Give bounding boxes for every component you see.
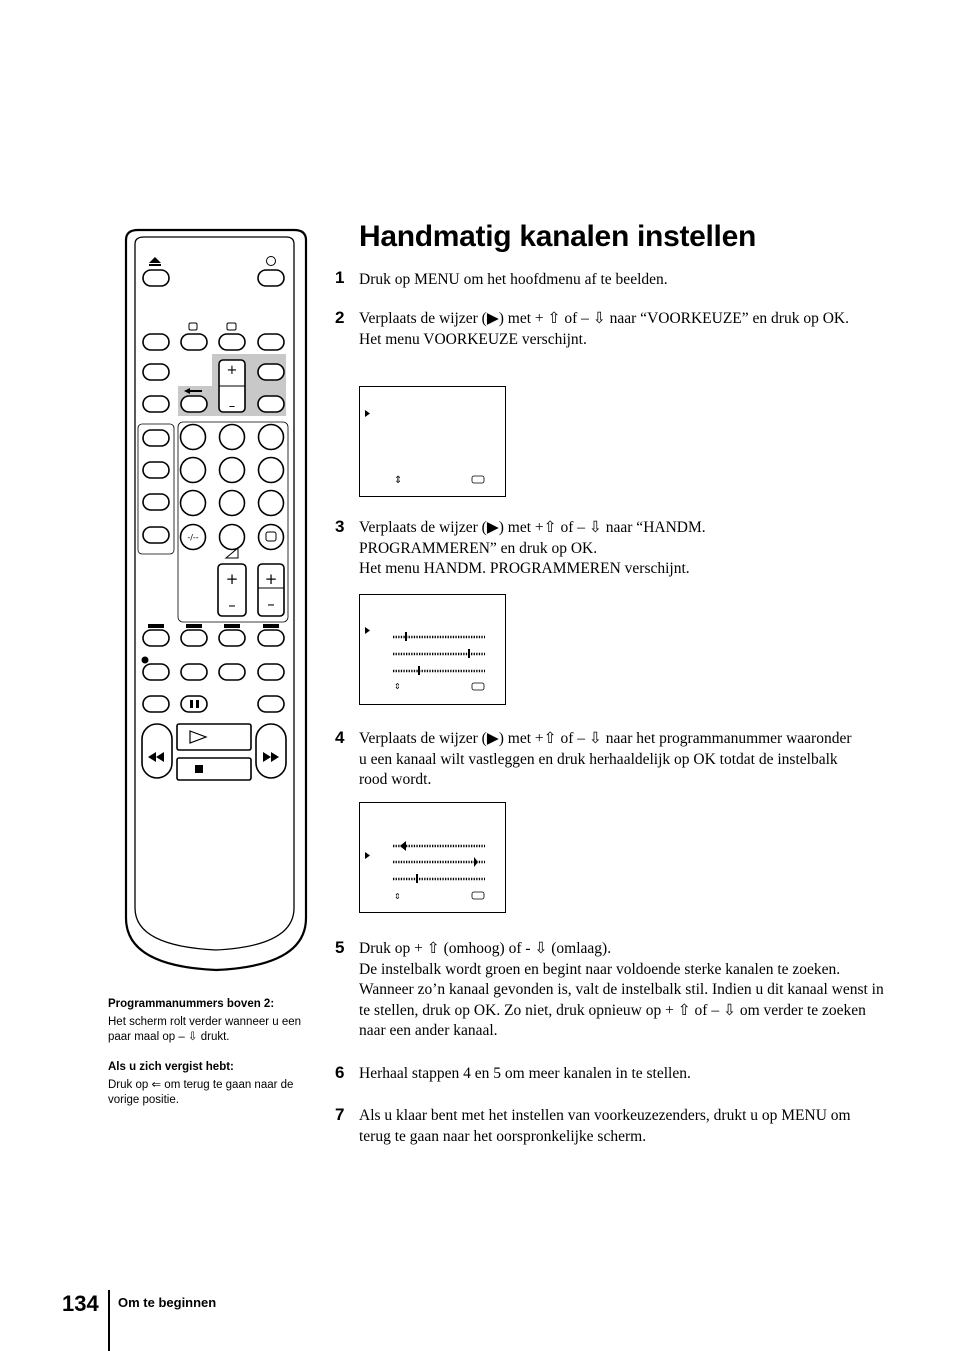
section-label: Om te beginnen: [118, 1295, 217, 1310]
screen-content: [360, 387, 507, 498]
footer-divider: [108, 1290, 110, 1351]
sidenote: [108, 1061, 313, 1108]
step-number: 7: [335, 1105, 345, 1124]
remote-control-illustration: [118, 228, 318, 973]
step-line: Het menu HANDM. PROGRAMMEREN verschijnt.: [359, 560, 690, 577]
screen-content: [360, 803, 507, 914]
step-text: [359, 1106, 859, 1147]
step-number: 4: [335, 728, 345, 747]
step-line: Verplaats de wijzer (▶) met +⇧ of – ⇩ naar “HANDM. PROGRAMMEREN” en druk op OK.: [359, 519, 706, 557]
step-line: Verplaats de wijzer (▶) met +⇧ of – ⇩ naar het programmanummer waaronder u een kanaal wilt vastleggen en druk herhaaldelijk op OK totdat de instelbalk rood wordt.: [359, 730, 852, 788]
step-text: [359, 518, 779, 580]
step-number: 6: [335, 1063, 345, 1082]
step-text: [359, 270, 889, 291]
page-number: 134: [62, 1291, 99, 1316]
svg-text:–: –: [267, 595, 275, 613]
step-number: 1: [335, 268, 345, 287]
step-number: 3: [335, 517, 345, 536]
step-text: [359, 939, 887, 1042]
svg-text:⇕: ⇕: [394, 892, 401, 901]
sidenote-heading: Programmanummers boven 2:: [108, 998, 275, 1010]
step-line: Herhaal stappen 4 en 5 om meer kanalen in te stellen.: [359, 1065, 691, 1082]
step-line: Verplaats de wijzer (▶) met + ⇧ of – ⇩ naar “VOORKEUZE” en druk op OK.: [359, 310, 849, 327]
sidenote: [108, 998, 313, 1045]
screen-content: [360, 595, 507, 706]
sidenote-heading: Als u zich vergist hebt:: [108, 1061, 234, 1073]
step-number: 5: [335, 938, 345, 957]
svg-text:–: –: [228, 399, 236, 414]
step-line: De instelbalk wordt groen en begint naar voldoende sterke kanalen te zoeken. Wanneer zo’n kanaal gevonden is, valt de instelbalk stil. Indien u dit kanaal wenst in te stellen, druk op OK. Zo niet, druk opnieuw op + ⇧ of – ⇩ om verder te zoeken naar een ander kanaal.: [359, 960, 884, 1039]
step-line: Druk op MENU om het hoofdmenu af te beelden.: [359, 271, 668, 288]
page-title: Handmatig kanalen instellen: [359, 220, 757, 253]
step-number: 2: [335, 308, 345, 327]
step-line: Als u klaar bent met het instellen van voorkeuzezenders, drukt u op MENU om terug te gaan naar het oorspronkelijke scherm.: [359, 1107, 851, 1145]
svg-text:⇕: ⇕: [394, 475, 403, 486]
step-text: [359, 1064, 879, 1085]
sidenote-text: Druk op ⇐ om terug te gaan naar de vorige positie.: [108, 1079, 294, 1106]
svg-text:+: +: [226, 363, 238, 378]
svg-text:⇕: ⇕: [394, 682, 401, 691]
svg-text:+: +: [225, 570, 239, 588]
tv-screen-menu: [359, 386, 506, 497]
step-line: Het menu VOORKEUZE verschijnt.: [359, 330, 587, 348]
tv-screen-manual-programming: [359, 594, 506, 705]
svg-text:+: +: [264, 570, 278, 588]
step-text: [359, 309, 879, 350]
step-text: [359, 729, 859, 791]
sidenote-text: Het scherm rolt verder wanneer u een paar maal op – ⇩ drukt.: [108, 1016, 302, 1043]
step-line: Druk op + ⇧ (omhoog) of - ⇩ (omlaag).: [359, 940, 612, 957]
tv-screen-tuning: [359, 802, 506, 913]
remote-minus-dash-label: -/--: [187, 533, 199, 542]
svg-text:–: –: [228, 596, 236, 614]
